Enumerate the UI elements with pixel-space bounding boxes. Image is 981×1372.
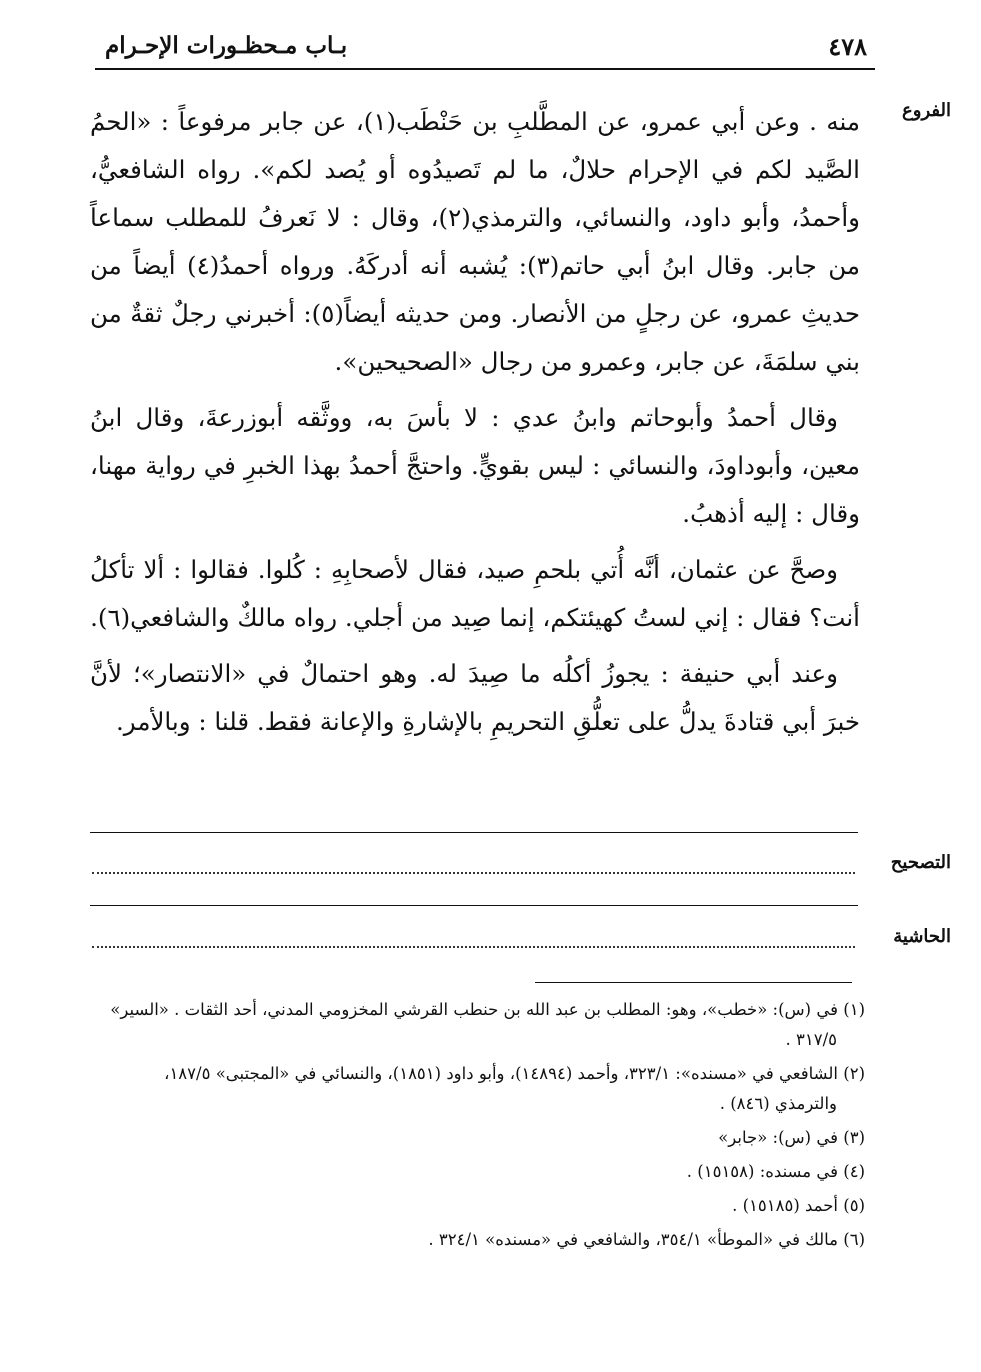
footnote-number: (٤) bbox=[843, 1162, 865, 1181]
hashiya-dotted-line bbox=[92, 946, 855, 948]
tashih-dotted-line bbox=[92, 872, 855, 874]
footnote-text: الشافعي في «مسنده»: ٣٢٣/١، وأحمد (١٤٨٩٤)، وأبو داود (١٨٥١)، والنسائي في «المجتبى» ١٨٧/٥، bbox=[164, 1064, 838, 1083]
footnote-separator bbox=[535, 982, 852, 983]
footnote-6 bbox=[85, 1225, 865, 1255]
running-title: بـاب مـحظـورات الإحـرام bbox=[105, 32, 348, 59]
divider-top bbox=[90, 832, 858, 833]
side-label-furu: الفروع bbox=[902, 100, 951, 121]
footnote-5 bbox=[85, 1191, 865, 1221]
footnote-4 bbox=[85, 1157, 865, 1187]
footnote-number: (٢) bbox=[843, 1064, 865, 1083]
side-label-tashih: التصحيح bbox=[890, 852, 951, 873]
footnote-text: مالك في «الموطأ» ٣٥٤/١، والشافعي في «مسنده» ٣٢٤/١ . bbox=[428, 1230, 838, 1249]
footnote-number: (٥) bbox=[843, 1196, 865, 1215]
paragraph-2: وقال أحمدُ وأبوحاتم وابنُ عدي : لا بأسَ به، ووثَّقه أبوزرعةَ، وقال ابنُ معين، وأبوداودَ، والنسائي : ليس بقويٍّ. واحتجَّ أحمدُ بهذا الخبرِ في رواية مهنا، وقال : إليه أذهبُ. bbox=[90, 403, 860, 528]
footnote-1 bbox=[85, 995, 865, 1055]
footnote-continuation: ٣١٧/٥ . bbox=[785, 1030, 837, 1049]
footnote-text: في (س): «خطب»، وهو: المطلب بن عبد الله بن حنطب القرشي المخزومي المدني، أحد الثقات . «السير» bbox=[110, 1000, 838, 1019]
footnote-text: أحمد (١٥١٨٥) . bbox=[732, 1196, 838, 1215]
footnote-text: في مسنده: (١٥١٥٨) . bbox=[686, 1162, 838, 1181]
paragraph-4: وعند أبي حنيفة : يجوزُ أكلُه ما صِيدَ له. وهو احتمالٌ في «الانتصار»؛ لأنَّ خبرَ أبي قتادةَ يدلُّ على تعلُّقِ التحريمِ بالإشارةِ والإعانة فقط. قلنا : وبالأمر. bbox=[90, 659, 860, 736]
page-header bbox=[95, 28, 875, 70]
footnote-number: (٦) bbox=[843, 1230, 865, 1249]
main-text bbox=[90, 98, 860, 754]
footnote-number: (٣) bbox=[843, 1128, 865, 1147]
footnote-3 bbox=[85, 1123, 865, 1153]
paragraph-3: وصحَّ عن عثمان، أنَّه أُتي بلحمِ صيد، فقال لأصحابِهِ : كُلوا. فقالوا : ألا تأكلُ أنت؟ فقال : إني لستُ كهيئتكم، إنما صِيد من أجلي. رواه مالكٌ والشافعي(٦). bbox=[90, 555, 860, 632]
footnote-text: في (س): «جابر» bbox=[718, 1128, 838, 1147]
footnote-continuation: والترمذي (٨٤٦) . bbox=[719, 1094, 837, 1113]
side-label-hashiya: الحاشية bbox=[893, 926, 951, 947]
footnote-2 bbox=[85, 1059, 865, 1119]
paragraph-1: منه . وعن أبي عمرو، عن المطَّلبِ بن حَنْطَب(١)، عن جابر مرفوعاً : «الحمُ الصَّيد لكم في الإحرام حلالٌ، ما لم تَصيدُوه أو يُصد لكم». رواه الشافعيُّ، وأحمدُ، وأبو داود، والنسائي، والترمذي(٢)، وقال : لا نَعرفُ للمطلب سماعاً من جابر. وقال ابنُ أبي حاتم(٣): يُشبه أنه أدركَهُ. ورواه أحمدُ(٤) أيضاً من حديثِ عمرو، عن رجلٍ من الأنصار. ومن حديثه أيضاً(٥): أخبرني رجلٌ ثقةٌ من بني سلمَةَ، عن جابر، وعمرو من رجال «الصحيحين». bbox=[90, 107, 861, 376]
footnotes bbox=[85, 995, 865, 1259]
page-number: ٤٧٨ bbox=[828, 32, 867, 61]
footnote-number: (١) bbox=[843, 1000, 865, 1019]
divider-middle bbox=[90, 905, 858, 906]
